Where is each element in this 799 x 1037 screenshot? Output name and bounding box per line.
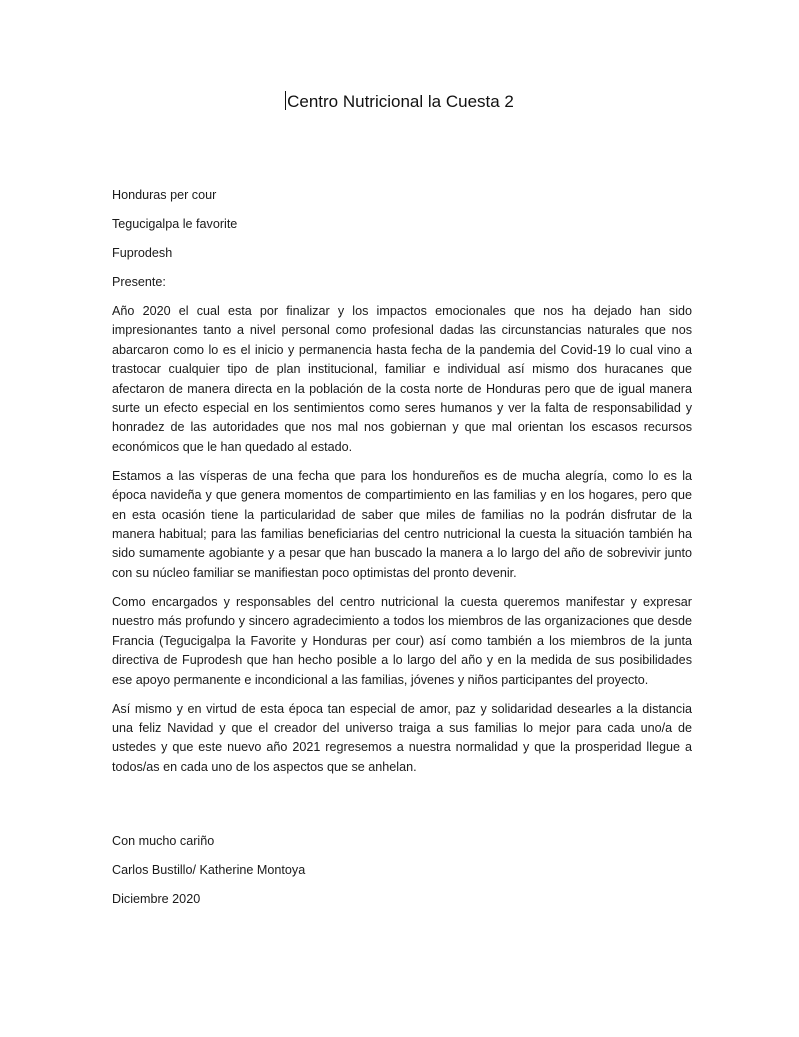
- salutation[interactable]: Presente:: [112, 275, 166, 289]
- paragraph[interactable]: Estamos a las vísperas de una fecha que para los hondureños es de mucha alegría, como lo es la época navideña y que genera momentos de compartimiento en las familias y en los hogares, pero que en esta ocasión tiene la particularidad de saber que miles de familias no la podrán disfrutar de la manera habitual; para las familias beneficiarias del centro nutricional la cuesta la situación también ha sido sumamente agobiante y a pesar que han buscado la manera a lo largo del año de sobrevivir junto con su núcleo familiar se manifiestan poco optimistas del pronto devenir.: [112, 468, 692, 580]
- recipient-line[interactable]: Tegucigalpa le favorite: [112, 217, 238, 231]
- letter-signature: [112, 832, 692, 919]
- signers-line[interactable]: Carlos Bustillo/ Katherine Montoya: [112, 863, 306, 877]
- document-title-line: [0, 91, 799, 113]
- closing-line[interactable]: Con mucho cariño: [112, 834, 215, 848]
- paragraph[interactable]: Así mismo y en virtud de esta época tan especial de amor, paz y solidaridad desearles a la distancia una feliz Navidad y que el creador del universo traiga a sus familias lo mejor para cada uno/a de ustedes y que este nuevo año 2021 regresemos a nuestra normalidad y que la prosperidad llegue a todos/as en cada uno de los aspectos que se anhelan.: [112, 701, 692, 774]
- date-line[interactable]: Diciembre 2020: [112, 892, 201, 906]
- letter-body: [112, 186, 692, 787]
- recipient-line[interactable]: Honduras per cour: [112, 188, 217, 202]
- paragraph[interactable]: Como encargados y responsables del centro nutricional la cuesta queremos manifestar y expresar nuestro más profundo y sincero agradecimiento a todos los miembros de las organizaciones que desde Francia (Tegucigalpa la Favorite y Honduras per cour) así como también a los miembros de la junta directiva de Fuprodesh que han hecho posible a lo largo del año y en la medida de sus posibilidades ese apoyo permanente e incondicional a las familias, jóvenes y niños participantes del proyecto.: [112, 594, 692, 687]
- recipient-line[interactable]: Fuprodesh: [112, 246, 173, 260]
- document-title[interactable]: Centro Nutricional la Cuesta 2: [287, 92, 514, 111]
- paragraph[interactable]: Año 2020 el cual esta por finalizar y los impactos emocionales que nos ha dejado han sido impresionantes tanto a nivel personal como profesional dadas las circunstancias naturales que nos abarcaron como lo es el inicio y permanencia hasta fecha de la pandemia del Covid-19 lo cual vino a trastocar cualquier tipo de plan institucional, familiar e individual así mismo dos huracanes que afectaron de manera directa en la población de la costa norte de Honduras pero que de igual manera surte un efecto especial en los sentimientos como seres humanos y ver la falta de responsabilidad y honradez de las autoridades que nos mal nos gobiernan y que mal orientan los escasos recursos económicos que le han quedado al estado.: [112, 304, 692, 454]
- text-cursor: [285, 91, 286, 110]
